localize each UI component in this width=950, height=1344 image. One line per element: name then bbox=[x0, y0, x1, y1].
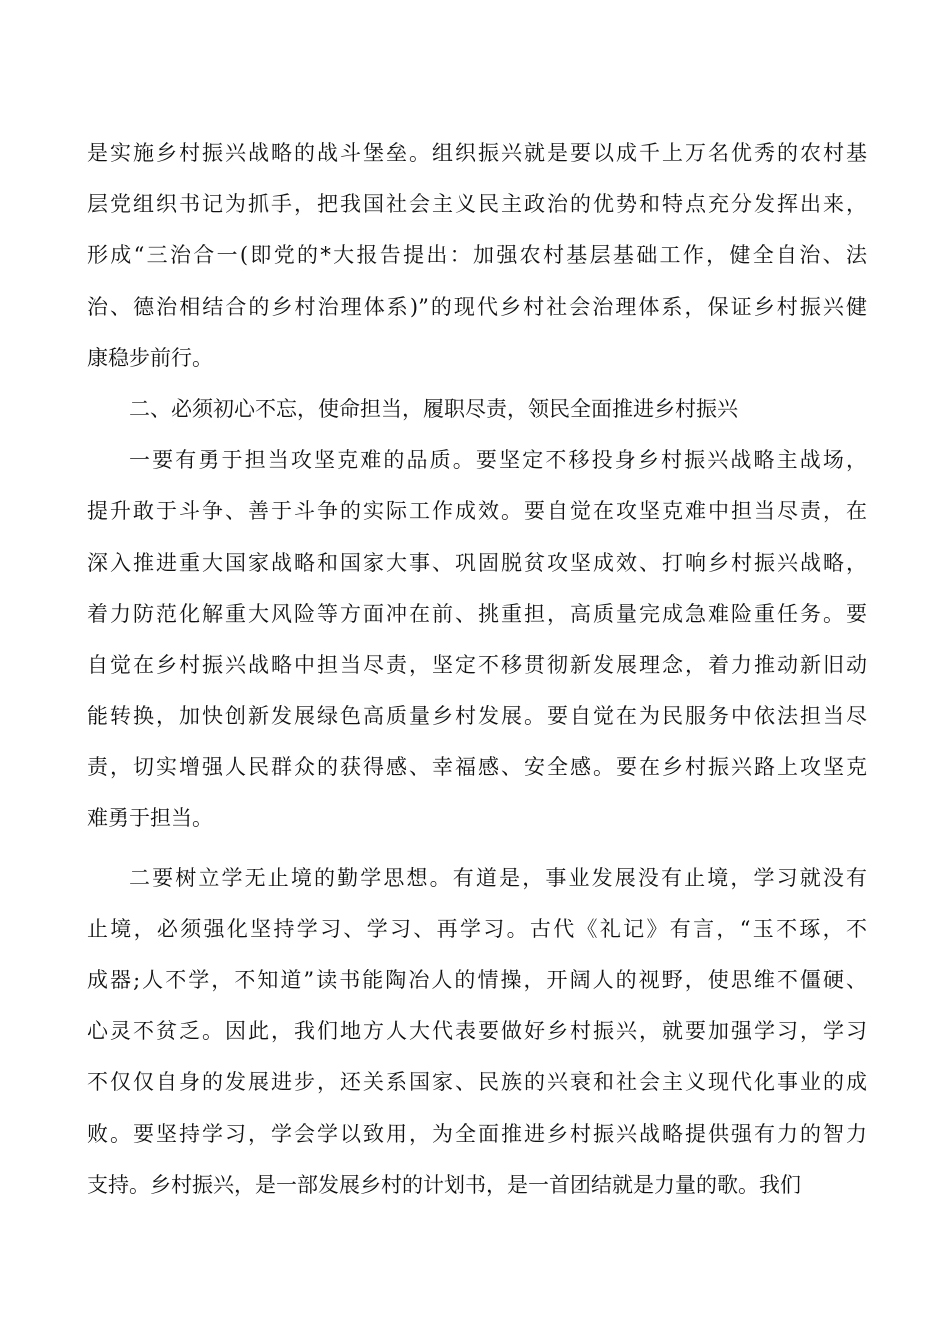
text-line: 深入推进重大国家战略和国家大事、巩固脱贫攻坚成效、打响乡村振兴战略， bbox=[87, 550, 867, 575]
text-line: 责，切实增强人民群众的获得感、幸福感、安全感。要在乡村振兴路上攻坚克 bbox=[87, 755, 867, 780]
paragraph bbox=[87, 435, 867, 845]
paragraph bbox=[87, 853, 867, 1211]
text-line: 二要树立学无止境的勤学思想。有道是，事业发展没有止境，学习就没有 bbox=[129, 865, 867, 890]
text-line: 形成“三治合一(即党的*大报告提出：加强农村基层基础工作，健全自治、法 bbox=[87, 243, 867, 268]
paragraph-gap bbox=[87, 845, 867, 853]
text-line: 难勇于担当。 bbox=[87, 806, 213, 831]
text-line: 成器;人不学，不知道”读书能陶冶人的情操，开阔人的视野，使思维不僵硬、 bbox=[87, 968, 867, 992]
text-line: 败。要坚持学习，学会学以致用，为全面推进乡村振兴战略提供强有力的智力 bbox=[87, 1121, 867, 1146]
text-line: 康稳步前行。 bbox=[87, 345, 213, 370]
text-line: 能转换，加快创新发展绿色高质量乡村发展。要自觉在为民服务中依法担当尽 bbox=[87, 704, 867, 729]
text-line: 自觉在乡村振兴战略中担当尽责，坚定不移贯彻新发展理念，着力推动新旧动 bbox=[87, 652, 867, 677]
text-line: 着力防范化解重大风险等方面冲在前、挑重担，高质量完成急难险重任务。要 bbox=[87, 601, 867, 626]
text-line: 心灵不贫乏。因此，我们地方人大代表要做好乡村振兴，就要加强学习，学习 bbox=[87, 1019, 867, 1044]
paragraph bbox=[87, 128, 867, 384]
text-line: 二、必须初心不忘，使命担当，履职尽责，领民全面推进乡村振兴 bbox=[129, 396, 738, 421]
text-line: 一要有勇于担当攻坚克难的品质。要坚定不移投身乡村振兴战略主战场， bbox=[129, 448, 867, 473]
text-line: 治、德治相结合的乡村治理体系)”的现代乡村社会治理体系，保证乡村振兴健 bbox=[87, 294, 867, 319]
section-heading bbox=[87, 384, 867, 435]
text-line: 提升敢于斗争、善于斗争的实际工作成效。要自觉在攻坚克难中担当尽责，在 bbox=[87, 499, 867, 524]
text-line: 支持。乡村振兴，是一部发展乡村的计划书，是一首团结就是力量的歌。我们 bbox=[87, 1172, 801, 1197]
document-body bbox=[87, 128, 867, 1211]
text-line: 不仅仅自身的发展进步，还关系国家、民族的兴衰和社会主义现代化事业的成 bbox=[87, 1070, 867, 1095]
text-line: 层党组织书记为抓手，把我国社会主义民主政治的优势和特点充分发挥出来， bbox=[87, 192, 867, 217]
text-line: 是实施乡村振兴战略的战斗堡垒。组织振兴就是要以成千上万名优秀的农村基 bbox=[87, 141, 867, 165]
text-line: 止境，必须强化坚持学习、学习、再学习。古代《礼记》有言，“玉不琢，不 bbox=[87, 916, 867, 941]
